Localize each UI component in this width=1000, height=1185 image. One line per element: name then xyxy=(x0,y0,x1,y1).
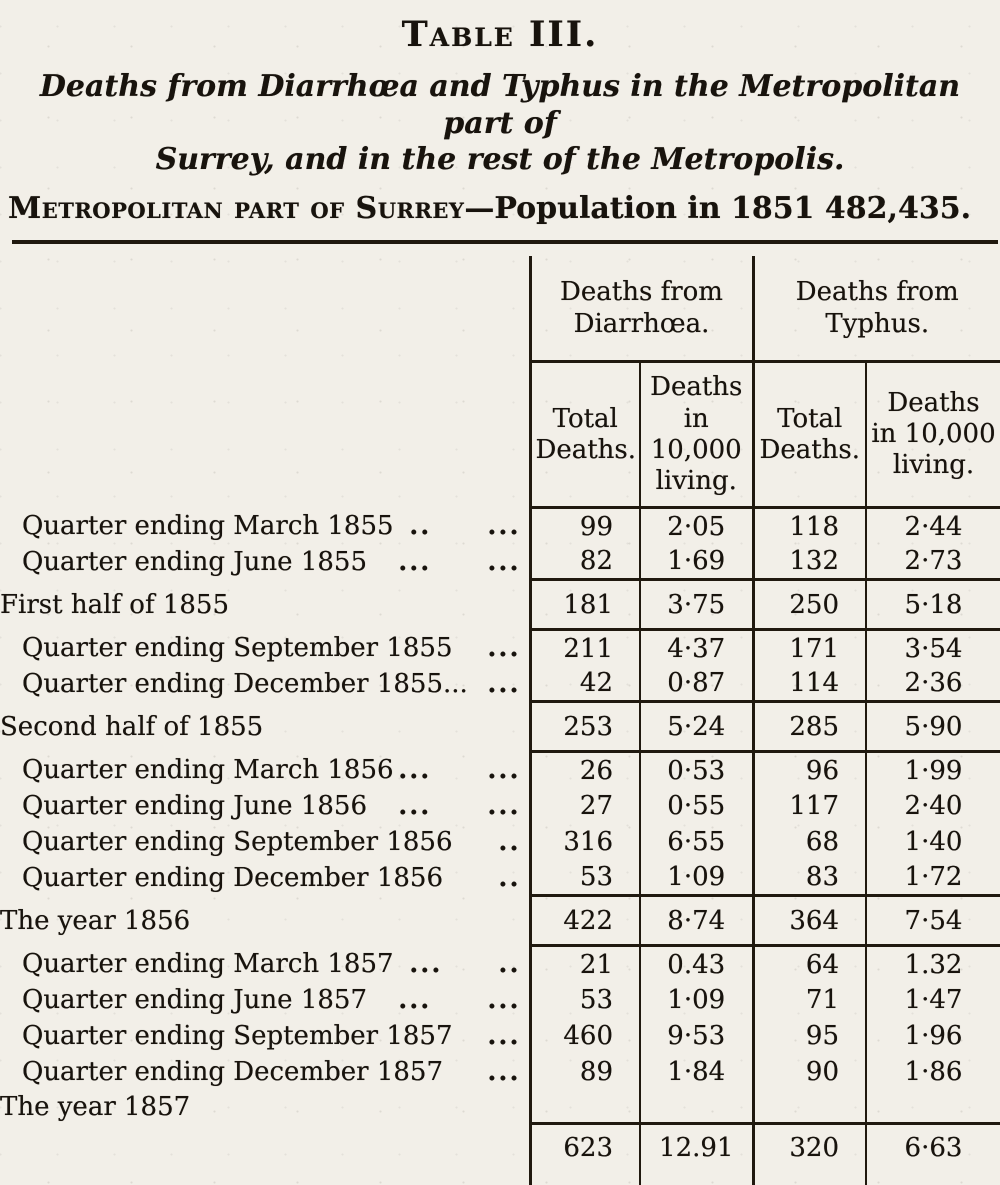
row-label-cell xyxy=(0,860,530,896)
typhus-total-deaths-cell: 250 xyxy=(753,580,866,630)
typhus-rate-cell xyxy=(866,1090,1000,1124)
table-row xyxy=(0,580,1000,630)
subtitle-line-2: Surrey, and in the rest of the Metropolis. xyxy=(155,142,845,178)
dot-leader: ... ... xyxy=(398,546,521,577)
column-group-typhus: Deaths from Typhus. xyxy=(753,256,1000,362)
typhus-total-deaths-cell: 83 xyxy=(753,860,866,896)
typhus-rate-cell: 3·54 xyxy=(904,633,963,664)
typhus-rate-cell: 2·40 xyxy=(904,790,963,821)
diarrhoea-rate-cell: 9·53 xyxy=(640,1018,753,1054)
row-label-cell xyxy=(0,580,530,630)
header-typhus-rate: Deaths in 10,000 living. xyxy=(866,362,1000,508)
diarrhoea-total-deaths-cell: 181 xyxy=(530,580,640,630)
row-label-cell xyxy=(0,946,530,982)
typhus-rate-cell: 7·54 xyxy=(866,896,1000,946)
row-label: Quarter ending December 1857 xyxy=(22,1056,443,1087)
table-row xyxy=(0,982,1000,1018)
diarrhoea-rate-cell: 0·55 xyxy=(640,788,753,824)
table-number-title: Table III. xyxy=(401,14,599,55)
typhus-total-deaths-cell: 364 xyxy=(753,896,866,946)
diarrhoea-total-deaths-cell: 53 xyxy=(530,982,640,1018)
diarrhoea-total-deaths-cell: 21 xyxy=(530,946,640,982)
dot-leader: .. ... xyxy=(409,510,521,541)
typhus-rate-cell: 5·90 xyxy=(866,702,1000,752)
row-label: Quarter ending March 1855 xyxy=(22,510,394,541)
typhus-total-deaths-cell: 114 xyxy=(753,666,866,702)
typhus-total-deaths-cell: 68 xyxy=(753,824,866,860)
table-row xyxy=(0,946,1000,982)
table-row xyxy=(0,752,1000,788)
diarrhoea-rate-cell xyxy=(640,1090,753,1124)
diarrhoea-total-deaths-cell: 422 xyxy=(530,896,640,946)
typhus-rate-cell: 1·96 xyxy=(904,1020,963,1051)
table-row xyxy=(0,1054,1000,1090)
row-label-cell xyxy=(0,508,530,544)
row-label-cell xyxy=(0,982,530,1018)
row-label: Quarter ending June 1857 xyxy=(22,984,367,1015)
diarrhoea-total-deaths-cell: 26 xyxy=(530,752,640,788)
typhus-total-deaths-cell: 118 xyxy=(753,508,866,544)
diarrhoea-rate-cell: 12.91 xyxy=(640,1124,753,1170)
typhus-rate-cell: 1·40 xyxy=(904,826,963,857)
diarrhoea-rate-cell: 1·09 xyxy=(640,860,753,896)
typhus-total-deaths-cell xyxy=(753,1170,866,1185)
dot-leader: ... xyxy=(487,1020,521,1051)
row-label-cell xyxy=(0,824,530,860)
row-label: Quarter ending March 1856 xyxy=(22,754,394,785)
dot-leader: ... ... xyxy=(398,754,521,785)
row-label-cell xyxy=(0,1054,530,1090)
header-diarrhoea-rate: Deaths in 10,000 living. xyxy=(640,362,753,508)
typhus-rate-cell: 2·73 xyxy=(904,546,963,577)
diarrhoea-total-deaths-cell: 53 xyxy=(530,860,640,896)
row-label: The year 1857 xyxy=(0,1091,191,1122)
row-label-cell xyxy=(0,544,530,580)
table-row xyxy=(0,1124,1000,1170)
row-label: Quarter ending September 1857 xyxy=(22,1020,453,1051)
table-row xyxy=(0,824,1000,860)
diarrhoea-total-deaths-cell: 89 xyxy=(530,1054,640,1090)
diarrhoea-total-deaths-cell xyxy=(530,1090,640,1124)
table-row xyxy=(0,630,1000,666)
row-label: Quarter ending December 1855... xyxy=(22,668,468,699)
dot-leader: ... ... xyxy=(398,790,521,821)
row-label-cell xyxy=(0,788,530,824)
typhus-rate-cell: 2·36 xyxy=(904,668,963,699)
header-typhus-total-deaths: Total Deaths. xyxy=(753,362,866,508)
row-label-cell xyxy=(0,1018,530,1054)
population-text: —Population in 1851 482,435. xyxy=(464,190,972,226)
typhus-total-deaths-cell: 171 xyxy=(753,630,866,666)
table-row xyxy=(0,860,1000,896)
diarrhoea-total-deaths-cell: 82 xyxy=(530,544,640,580)
diarrhoea-rate-cell: 1·84 xyxy=(640,1054,753,1090)
typhus-total-deaths-cell: 132 xyxy=(753,544,866,580)
dot-leader: .. xyxy=(498,862,521,893)
typhus-rate-cell: 1·72 xyxy=(904,862,963,893)
diarrhoea-rate-cell: 1·69 xyxy=(640,544,753,580)
dot-leader: ... xyxy=(487,668,521,699)
diarrhoea-total-deaths-cell: 211 xyxy=(530,630,640,666)
row-label-cell xyxy=(0,1124,530,1170)
typhus-rate-cell: 1·47 xyxy=(904,984,963,1015)
region-population-heading xyxy=(0,191,1000,226)
row-label-cell xyxy=(0,896,530,946)
row-label: Quarter ending June 1856 xyxy=(22,790,367,821)
diarrhoea-total-deaths-cell: 99 xyxy=(530,508,640,544)
table-row xyxy=(0,702,1000,752)
typhus-total-deaths-cell xyxy=(753,1090,866,1124)
typhus-total-deaths-cell: 96 xyxy=(753,752,866,788)
table-row xyxy=(0,788,1000,824)
diarrhoea-rate-cell: 1·09 xyxy=(640,982,753,1018)
column-group-header-row xyxy=(0,256,1000,362)
row-label-cell xyxy=(0,702,530,752)
row-label: Quarter ending December 1856 xyxy=(22,862,443,893)
statistics-table xyxy=(0,256,1000,1185)
dot-leader: ... xyxy=(487,632,521,663)
row-label-cell xyxy=(0,666,530,702)
dot-leader: ... xyxy=(487,1056,521,1087)
typhus-total-deaths-cell: 320 xyxy=(753,1124,866,1170)
region-name: Metropolitan part of Surrey xyxy=(8,190,465,226)
typhus-total-deaths-cell: 64 xyxy=(753,946,866,982)
table-row xyxy=(0,896,1000,946)
typhus-total-deaths-cell: 285 xyxy=(753,702,866,752)
empty-corner-cell xyxy=(0,256,530,362)
typhus-rate-cell: 5·18 xyxy=(866,580,1000,630)
row-label: Quarter ending September 1856 xyxy=(22,826,453,857)
diarrhoea-total-deaths-cell: 253 xyxy=(530,702,640,752)
diarrhoea-rate-cell: 8·74 xyxy=(640,896,753,946)
diarrhoea-total-deaths-cell: 42 xyxy=(530,666,640,702)
diarrhoea-total-deaths-cell: 316 xyxy=(530,824,640,860)
row-label-cell xyxy=(0,1090,530,1124)
sub-header-row xyxy=(0,362,1000,508)
table-row xyxy=(0,544,1000,580)
horizontal-divider-rule xyxy=(12,240,998,244)
dot-leader: ... .. xyxy=(409,948,521,979)
row-label: Second half of 1855 xyxy=(0,711,264,742)
diarrhoea-rate-cell xyxy=(640,1170,753,1185)
table-row xyxy=(0,1018,1000,1054)
diarrhoea-rate-cell: 4·37 xyxy=(640,630,753,666)
table-row xyxy=(0,1090,1000,1124)
header-diarrhoea-total-deaths: Total Deaths. xyxy=(530,362,640,508)
empty-corner-cell xyxy=(0,362,530,508)
typhus-rate-cell: 6·63 xyxy=(904,1132,963,1163)
diarrhoea-rate-cell: 0.43 xyxy=(640,946,753,982)
table-row xyxy=(0,1170,1000,1185)
row-label-cell xyxy=(0,630,530,666)
table-subtitle xyxy=(0,69,1000,179)
diarrhoea-rate-cell: 0·87 xyxy=(640,666,753,702)
typhus-total-deaths-cell: 95 xyxy=(753,1018,866,1054)
diarrhoea-rate-cell: 0·53 xyxy=(640,752,753,788)
typhus-total-deaths-cell: 90 xyxy=(753,1054,866,1090)
typhus-rate-cell xyxy=(866,1170,1000,1185)
row-label-cell xyxy=(0,752,530,788)
dot-leader: ... ... xyxy=(398,984,521,1015)
table-row xyxy=(0,508,1000,544)
diarrhoea-rate-cell: 5·24 xyxy=(640,702,753,752)
diarrhoea-rate-cell: 6·55 xyxy=(640,824,753,860)
row-label: First half of 1855 xyxy=(0,589,229,620)
typhus-rate-cell: 1·99 xyxy=(904,755,963,786)
diarrhoea-total-deaths-cell: 460 xyxy=(530,1018,640,1054)
diarrhoea-rate-cell: 3·75 xyxy=(640,580,753,630)
row-label-cell xyxy=(0,1170,530,1185)
subtitle-line-1: Deaths from Diarrhœa and Typhus in the Metropolitan part of xyxy=(39,69,961,141)
row-label: Quarter ending March 1857 xyxy=(22,948,394,979)
diarrhoea-total-deaths-cell: 623 xyxy=(530,1124,640,1170)
diarrhoea-rate-cell: 2·05 xyxy=(640,508,753,544)
table-row xyxy=(0,666,1000,702)
dot-leader: .. xyxy=(498,826,521,857)
row-label: Quarter ending June 1855 xyxy=(22,546,367,577)
row-label: Quarter ending September 1855 xyxy=(22,632,453,663)
typhus-rate-cell: 1·86 xyxy=(904,1056,963,1087)
column-group-diarrhoea: Deaths from Diarrhœa. xyxy=(530,256,753,362)
diarrhoea-total-deaths-cell xyxy=(530,1170,640,1185)
diarrhoea-total-deaths-cell: 27 xyxy=(530,788,640,824)
row-label: The year 1856 xyxy=(0,905,191,936)
typhus-rate-cell: 2·44 xyxy=(904,511,963,542)
typhus-total-deaths-cell: 117 xyxy=(753,788,866,824)
typhus-total-deaths-cell: 71 xyxy=(753,982,866,1018)
typhus-rate-cell: 1.32 xyxy=(904,949,963,980)
